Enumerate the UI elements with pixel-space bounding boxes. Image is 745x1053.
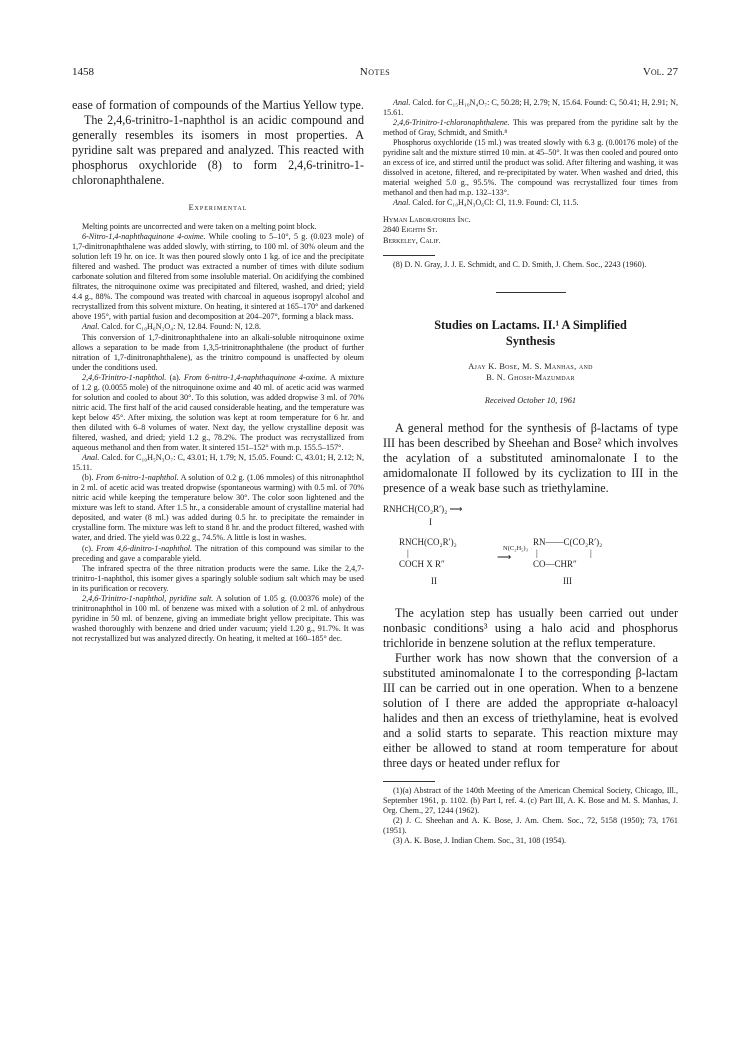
naphthol-heading: 2,4,6-Trinitro-1-naphthol.	[82, 372, 167, 382]
article-authors	[383, 361, 678, 383]
method-a-text: A mixture of 1.2 g. (0.0055 mole) of the nitroquinone oxime and 40 ml. of acetic acid was warmed for solution and cooled to about 30°. To this solution, was added dropwise 3 ml. of 70% nitric acid. The first half of the acid caused considerable heating, and the temperature was kept below 45°. After mixing, the solution was kept at room temperature for 6 hr. and then diluted with 6–8 volumes of water. Next day, the yellow crystalline deposit was filtered, washed, and dried; yield 1.2 g., 78.2%. The product was recrystallized from aqueous methanol and then from water. It sintered 151–152° with m.p. 155.5–157°.	[72, 372, 364, 453]
scheme-product-III-top: RN——C(CO₂R′)₂	[533, 537, 603, 548]
affiliation-address	[383, 215, 678, 247]
experimental-heading: Experimental	[188, 203, 248, 212]
address-line: 2840 Eighth St.	[383, 225, 438, 235]
footnote-2: (2) J. C. Sheehan and A. K. Bose, J. Am. Chem. Soc., 72, 5158 (1950); 73, 1761 (1951).	[383, 816, 678, 836]
method-c-heading: From 4,6-dinitro-1-naphthol.	[96, 543, 193, 553]
analysis-text: Calcd. for C₁₀H₆N₂O₄: N, 12.84. Found: N, 12.8.	[101, 322, 261, 332]
further-work-paragraph: Further work has now shown that the conversion of a substituted aminomalonate I to the corresponding β-lactam III can be carried out in one operation. When to a benzene solution of I there are added the appropriate α-haloacyl halides and then an excess of triethylamine, heat is evolved and a solid starts to separate. This reaction mixture may either be allowed to stand at room temperature for about three days or heated under reflux for	[383, 651, 678, 771]
scheme-arrow: ⟶	[497, 552, 512, 564]
scheme-bond: |	[536, 548, 538, 559]
address-line: Berkeley, Calif.	[383, 235, 441, 245]
article-title-line: Synthesis	[505, 334, 556, 349]
pyridine-heading: 2,4,6-Trinitro-1-naphthol, pyridine salt.	[82, 593, 214, 603]
scheme-reactant-I: RNHCH(CO₂R′)₂ ⟶	[383, 504, 463, 515]
infrared-paragraph: The infrared spectra of the three nitration products were the same. Like the 2,4,7-trinitro-1-naphthol, this isomer gives a sparingly soluble sodium salt which may be used in its purification or recovery.	[72, 563, 364, 593]
section-title: Notes	[359, 66, 391, 78]
method-a-heading: From 6-nitro-1,4-naphthaquinone 4-oxime.	[184, 372, 328, 382]
method-c-text: The nitration of this compound was similar to the preceding and gave a comparable yield.	[72, 543, 364, 563]
volume-label: Vol. 27	[642, 66, 678, 78]
scheme-product-II-top: RNCH(CO₂R′)₂	[399, 537, 457, 548]
analysis-3	[383, 98, 678, 118]
footnote-1: (1)(a) Abstract of the 140th Meeting of the American Chemical Society, Chicago, Ill., September 1961, p. 1102. (b) Part I, ref. 4. (c) Part III, A. K. Bose and M. S. Manhas, J. Org. Chem., 27, 1244 (1962).	[383, 786, 678, 816]
pyridine-salt-procedure	[72, 594, 364, 644]
method-a-label: (a).	[169, 372, 181, 382]
melting-point-note: Melting points are uncorrected and were taken on a melting point block.	[82, 222, 317, 231]
right-column	[383, 98, 678, 846]
chloro-heading: 2,4,6-Trinitro-1-chloronaphthalene.	[393, 118, 510, 128]
method-b-heading: From 6-nitro-1-naphthol.	[95, 473, 179, 483]
page-number: 1458	[72, 66, 94, 78]
scheme-bond: |	[407, 548, 409, 559]
analysis-label: Anal.	[393, 198, 411, 208]
naphthol-procedure-a	[72, 373, 364, 453]
left-column	[72, 98, 364, 644]
analysis-label: Anal.	[82, 322, 100, 332]
reference-8: (8) D. N. Gray, J. J. E. Schmidt, and C. D. Smith, J. Chem. Soc., 2243 (1960).	[393, 260, 647, 270]
article-divider	[496, 292, 566, 293]
footnote-divider	[383, 781, 435, 782]
footnote-3: (3) A. K. Bose, J. Indian Chem. Soc., 31, 108 (1954).	[393, 836, 567, 846]
analysis-1	[72, 322, 364, 332]
oxime-text: While cooling to 5–10°, 5 g. (0.023 mole) of 1,7-dinitronaphthalene was added slowly, with stirring, to 100 ml. of 30% oleum and the solution left 19 hr. on ice. It was then poured slowly onto 1 kg. of ice and the precipitate filtered and washed. The product was extracted a number of times with dilute sodium carbonate solution and filtered from some insoluble material. On acidifying the combined filtrates, the nitroquinone oxime was precipitated and filtered, washed, and dried; yield 4.4 g., 88%. The compound was treated with charcoal in aqueous isopropyl alcohol and recrystallized from this solvent mixture. On heating, it sintered at 165–170° and darkened above 195°, with partial fusion and decomposition at 204–207°, forming a black mass.	[72, 232, 365, 322]
method-c-label: (c).	[82, 543, 94, 553]
reaction-scheme	[383, 504, 678, 596]
oxime-heading: 6-Nitro-1,4-naphthaquinone 4-oxime.	[82, 232, 206, 242]
analysis-text: Calcd. for C₁₅H₁₀N₄O₇: C, 50.28; H, 2.79; N, 15.64. Found: C, 50.41; H, 2.91; N, 15.61.	[383, 98, 678, 118]
analysis-2	[72, 453, 364, 473]
scheme-reagent: N(C₂H₅)₃	[503, 545, 528, 553]
method-b-label: (b).	[82, 473, 94, 483]
acylation-paragraph: The acylation step has usually been carried out under nonbasic conditions³ using a halo acid and phosphorus trichloride in benzene solution at the reflux temperature.	[383, 606, 678, 651]
phosphorus-paragraph: Phosphorus oxychloride (15 ml.) was treated slowly with 6.3 g. (0.00176 mole) of the pyridine salt and the mixture stirred 10 min. at 45–50°. It was then cooled and poured onto an excess of ice, and stirred until the product was solid. After filtering and washing, it was dissolved in acetone, filtered, and re-precipitated by water. When washed and dried, this material weighed 5.0 g., 95.5%. The compound was recrystallized four times from methanol and then had m.p. 132–133°.	[383, 138, 678, 198]
method-b-text: A solution of 0.2 g. (1.06 mmoles) of this nitronaphthol in 2 ml. of acetic acid was treated dropwise (spontaneous warming) with 0.5 ml. of 70% nitric acid while keeping the temperature below 30°. The color soon lightened and the mixture was left to stand. After 1.5 hr., a considerable amount of crystalline material had deposited, and water (8 ml.) was added during 0.5 hr. to precipitate the remainder in crystalline form. The mixture was left to stand 8 hr. and the product filtered, washed with water, and dried. The yield was 0.22 g., 74.5%. A little is lost in washes.	[72, 473, 365, 543]
conversion-paragraph: This conversion of 1,7-dinitronaphthalene into an alkali-soluble nitroquinone oxime allows a separation to be made from 1,3,5-trinitronaphthalene (the product of further nitration of 1,7-dinitronaphthalene), as the trinitro compound is unaffected by oleum under the conditions used.	[72, 332, 364, 372]
article-title-line: Studies on Lactams. II.¹ A Simplified	[434, 318, 627, 333]
lactam-intro-paragraph: A general method for the synthesis of β-lactams of type III has been described by Sheehan and Bose² which involves the acylation of a substituted aminomalonate I to the amidomalonate II followed by its cyclization to III in the presence of a weak base such as triethylamine.	[383, 421, 678, 496]
authors-line: Ajay K. Bose, M. S. Manhas, and	[468, 362, 593, 372]
scheme-label-II: II	[431, 576, 437, 587]
analysis-label: Anal.	[82, 453, 100, 463]
scheme-product-II-bottom: COCH X R″	[399, 559, 445, 570]
intro-paragraph-1: ease of formation of compounds of the Martius Yellow type.	[72, 98, 364, 112]
scheme-label-III: III	[563, 576, 572, 587]
naphthol-procedure-c	[72, 544, 364, 564]
naphthol-procedure-b	[72, 473, 364, 543]
intro-paragraph-2: The 2,4,6-trinitro-1-naphthol is an acidic compound and generally resembles its isomers in most properties. A pyridine salt was prepared and analyzed. This reacted with phosphorus oxychloride (8) to form 2,4,6-trinitro-1-chloronaphthalene.	[72, 113, 364, 187]
chloro-procedure	[383, 118, 678, 138]
pyridine-text: A solution of 1.05 g. (0.00376 mole) of the trinitronaphthol in 100 ml. of benzene was mixed with a solution of 2 ml. of anhydrous pyridine in 50 ml. of benzene, giving an immediate bright yellow precipitate. This was washed thoroughly with benzene and dried under vacuum; yield 1.20 g., 91.7%. It was not recrystallized but was analyzed directly. On heating, it melted at 160–185° dec.	[72, 593, 364, 643]
analysis-4	[383, 198, 678, 208]
scheme-bond: |	[590, 548, 592, 559]
article-title	[383, 317, 678, 349]
received-date: Received October 10, 1961	[484, 396, 577, 406]
authors-line: B. N. Ghosh-Mazumdar	[486, 373, 575, 383]
running-head	[72, 66, 678, 82]
scheme-product-III-bottom: CO—CHR″	[533, 559, 577, 570]
analysis-text: Calcd. for C₁₀H₅N₃O₇: C, 43.01; H, 1.79; N, 15.05. Found: C, 43.01; H, 2.12; N, 15.11.	[72, 453, 365, 473]
oxime-procedure	[72, 232, 364, 322]
analysis-label: Anal.	[393, 98, 411, 107]
reference-divider	[383, 255, 435, 256]
chloro-text: This was prepared from the pyridine salt by the method of Gray, Schmidt, and Smith.⁸	[383, 118, 678, 138]
scheme-label-I: I	[429, 517, 432, 528]
address-line: Hyman Laboratories Inc.	[383, 214, 471, 224]
analysis-text: Calcd. for C₁₀H₄N₃O₆Cl: Cl, 11.9. Found: Cl, 11.5.	[412, 198, 579, 208]
